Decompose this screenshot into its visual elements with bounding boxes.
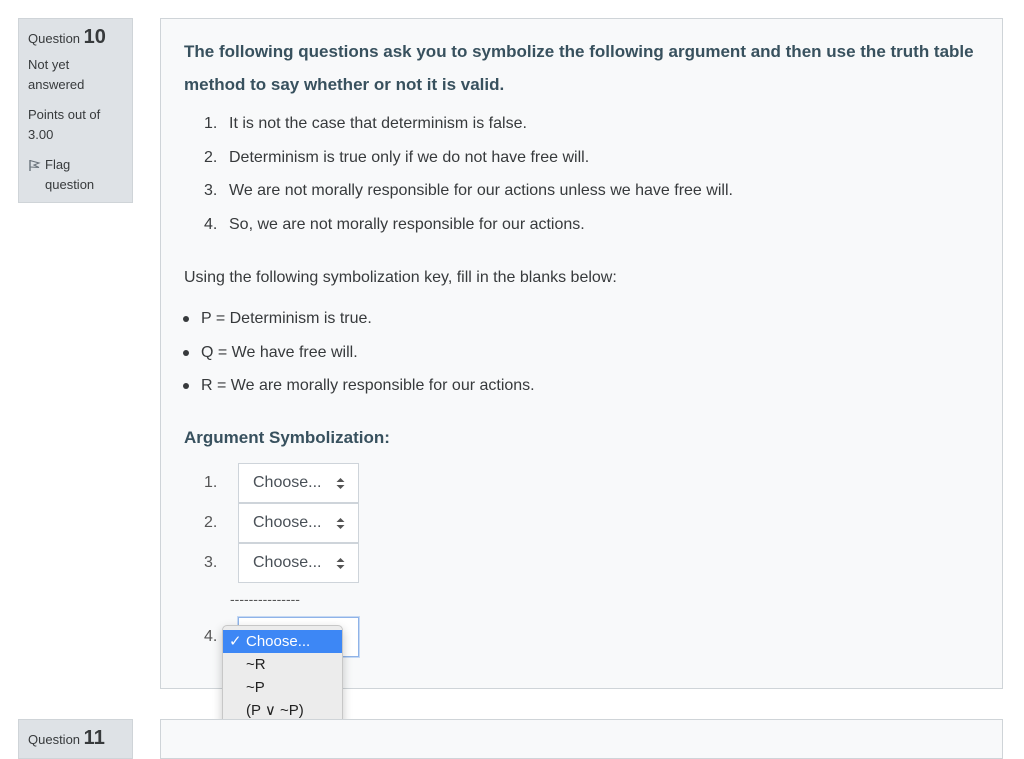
premise-list: [204, 113, 733, 247]
checkmark-icon: ✓: [229, 633, 242, 650]
list-item: 3. We are not morally responsible for our actions unless we have free will.: [204, 182, 733, 200]
bullet-icon: [183, 350, 189, 356]
question-number: [28, 27, 123, 49]
conclusion-separator: ---------------: [230, 591, 300, 607]
bullet-icon: [183, 383, 189, 389]
answer-row: 1. Choose...: [204, 463, 359, 503]
bullet-icon: [183, 316, 189, 322]
dropdown-option-not-p[interactable]: ~P: [246, 679, 265, 696]
answer-select-2[interactable]: Choose...: [238, 503, 359, 543]
list-item: P = Determinism is true.: [182, 308, 535, 342]
flag-label: Flag question: [45, 157, 95, 192]
key-intro: Using the following symbolization key, fill in the blanks below:: [184, 269, 617, 286]
flag-question-link[interactable]: [28, 155, 123, 195]
list-item: Q = We have free will.: [182, 342, 535, 376]
question-grade: Points out of 3.00: [28, 107, 101, 142]
question-content: [160, 18, 1003, 689]
select-dropdown-menu: [222, 625, 343, 727]
select-arrows-icon: [336, 517, 345, 530]
list-item: R = We are morally responsible for our actions.: [182, 375, 535, 409]
question-state: Not yet answered: [28, 57, 85, 92]
answer-row: 3. Choose...: [204, 543, 359, 583]
question-number-value: 10: [83, 26, 106, 48]
symbolization-key-list: [182, 308, 535, 409]
answer-select-3[interactable]: Choose...: [238, 543, 359, 583]
question-info-panel: [18, 18, 133, 203]
symbolization-heading: Argument Symbolization:: [184, 428, 390, 447]
dropdown-option-p-or-not-p[interactable]: (P ∨ ~P): [246, 702, 304, 719]
list-item: 4. So, we are not morally responsible for our actions.: [204, 215, 585, 233]
dropdown-option-not-r[interactable]: ~R: [246, 656, 266, 673]
select-arrows-icon: [336, 477, 345, 490]
dropdown-option-choose[interactable]: ✓ Choose...: [223, 630, 342, 653]
next-question-content: [160, 719, 1003, 759]
list-item: 1. It is not the case that determinism is false.: [204, 115, 527, 132]
question-intro: The following questions ask you to symbolize the following argument and then use the truth table method to say whether or not it is valid.: [184, 42, 974, 94]
answer-row: 2. Choose...: [204, 503, 359, 543]
answer-select-1[interactable]: Choose...: [238, 463, 359, 503]
next-question-info-panel: Question 11: [18, 719, 133, 759]
list-item: 2. Determinism is true only if we do not have free will.: [204, 148, 590, 166]
answer-row: 4.: [204, 617, 359, 657]
question-label: Question: [28, 31, 81, 46]
select-arrows-icon: [336, 557, 345, 570]
flag-icon: [28, 159, 41, 172]
